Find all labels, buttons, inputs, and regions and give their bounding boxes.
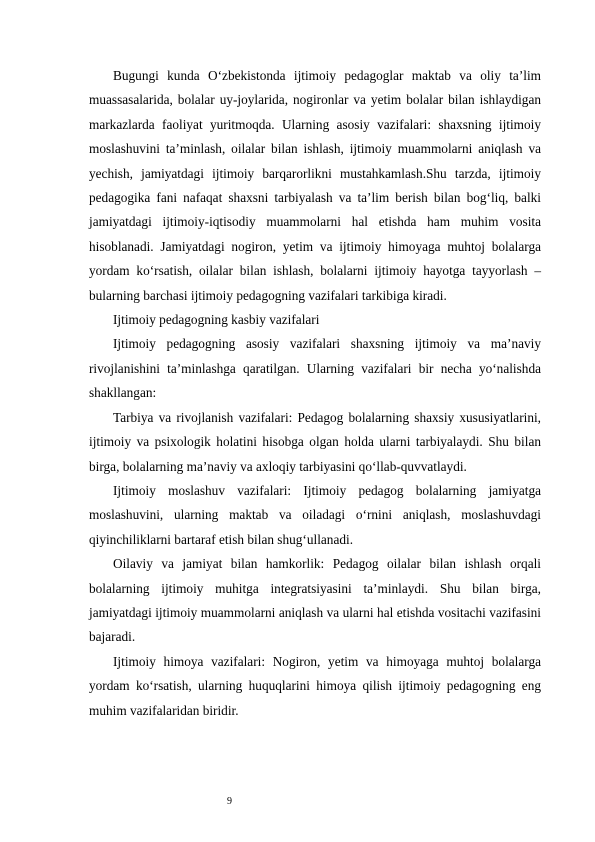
paragraph-intro: Bugungi kunda O‘zbekistonda ijtimoiy pedagoglar maktab va oliy ta’lim muassasalarida, bolalar uy-joylarida, nogironlar va yetim bolalar bilan ishlaydigan markazlarda faoliyat yuritmoqda. Ularning asosiy vazifalari: shaxsning ijtimoiy moslashuvini ta’minlash, oilalar bilan ishlash, ijtimoiy muammolarni aniqlash va yechish, jamiyatdagi ijtimoiy barqarorlikni mustahkamlash.Shu tarzda, ijtimoiy pedagogika fani nafaqat shaxsni tarbiyalash va ta’lim berish bilan bog‘liq, balki jamiyatdagi ijtimoiy-iqtisodiy muammolarni hal etishda ham muhim vosita hisoblanadi. Jamiyatdagi nogiron, yetim va ijtimoiy himoyaga muhtoj bolalarga yordam ko‘rsatish, oilalar bilan ishlash, bolalarni ijtimoiy hayotga tayyorlash – bularning barchasi ijtimoiy pedagogning vazifalari tarkibiga kiradi. [89,68,541,303]
section-heading: Ijtimoiy pedagogning kasbiy vazifalari [113,312,320,328]
page-number: 9 [227,796,232,807]
document-body [89,64,541,723]
paragraph-adaptation-duties: Ijtimoiy moslashuv vazifalari: Ijtimoiy pedagog bolalarning jamiyatga moslashuvini, ularning maktab va oiladagi o‘rnini aniqlash, moslashuvdagi qiyinchiliklarni bartaraf etish bilan shug‘ullanadi. [89,482,541,547]
paragraph-upbringing-duties: Tarbiya va rivojlanish vazifalari: Pedagog bolalarning shaxsiy xususiyatlarini, ijtimoiy va psixologik holatini hisobga olgan holda ularni tarbiyalaydi. Shu bilan birga, bolalarning ma’naviy va axloqiy tarbiyasini qo‘llab-quvvatlaydi. [89,409,541,474]
paragraph-family-cooperation: Oilaviy va jamiyat bilan hamkorlik: Pedagog oilalar bilan ishlash orqali bolalarning ijtimoiy muhitga integratsiyasini ta’minlaydi. Shu bilan birga, jamiyatdagi ijtimoiy muammolarni aniqlash va ularni hal etishda vositachi vazifasini bajaradi. [89,556,541,645]
paragraph-duties-intro: Ijtimoiy pedagogning asosiy vazifalari shaxsning ijtimoiy va ma’naviy rivojlanishini ta’minlashga qaratilgan. Ularning vazifalari bir necha yo‘nalishda shakllangan: [89,336,541,401]
paragraph-protection-duties: Ijtimoiy himoya vazifalari: Nogiron, yetim va himoyaga muhtoj bolalarga yordam ko‘rsatish, ularning huquqlarini himoya qilish ijtimoiy pedagogning eng muhim vazifalaridan biridir. [89,653,541,718]
